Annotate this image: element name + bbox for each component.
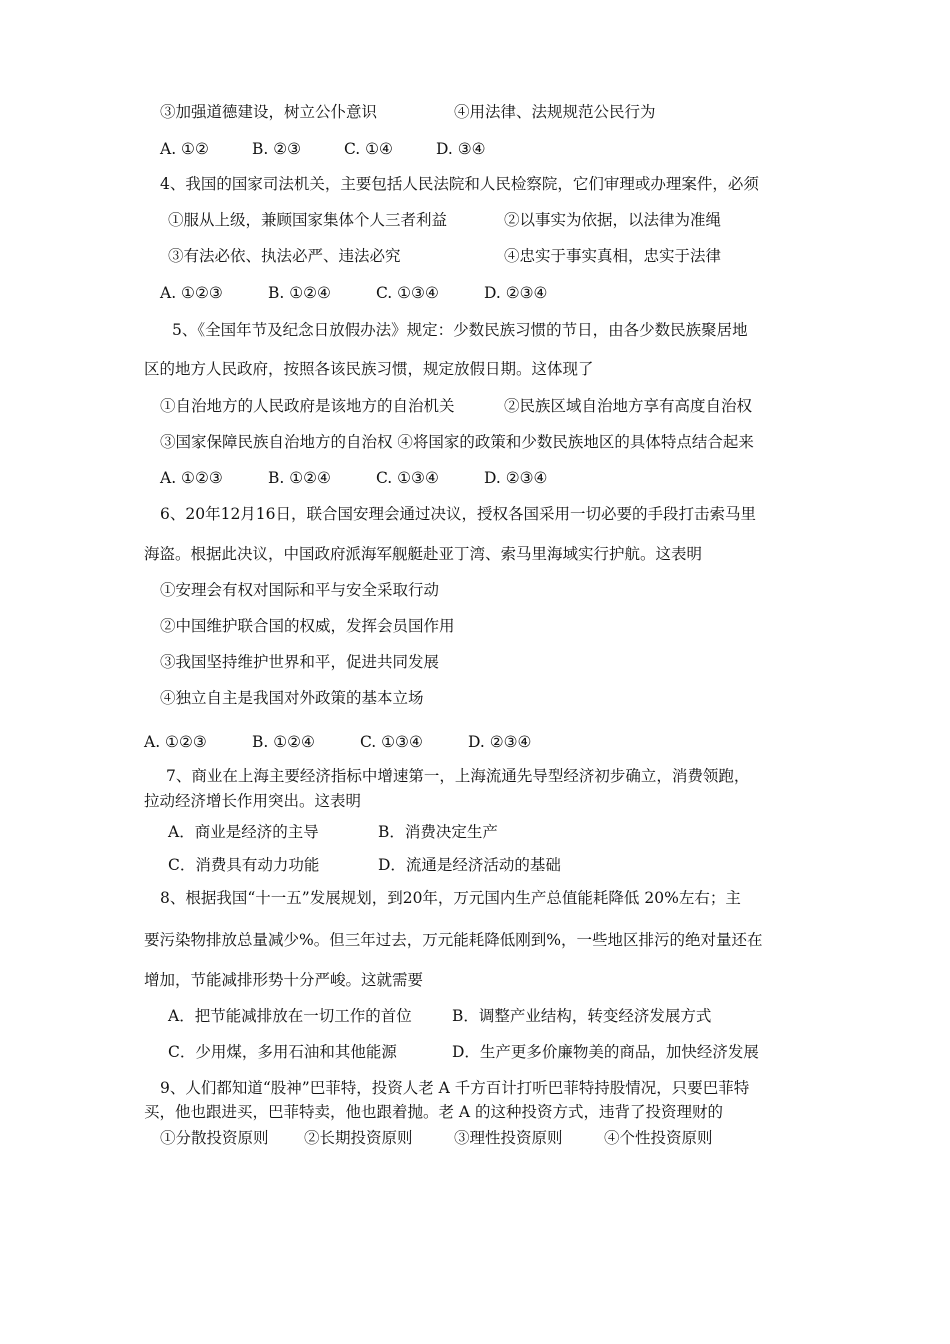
question-5-stem-line-2: 区的地方人民政府，按照各该民族习惯，规定放假日期。这体现了 — [144, 360, 594, 378]
q8-option-a: A．把节能减排放在一切工作的首位 — [168, 1007, 412, 1025]
question-4-stem: 4、我国的国家司法机关，主要包括人民法院和人民检察院，它们审理或办理案件，必须 — [160, 175, 759, 193]
q9-statement-4: ④个性投资原则 — [604, 1129, 713, 1147]
question-5-stem-line-1: 5、《全国年节及纪念日放假办法》规定：少数民族习惯的节日，由各少数民族聚居地 — [172, 321, 748, 339]
option-a: A. ①②③ — [160, 469, 223, 487]
option-c: C. ①③④ — [360, 733, 423, 751]
q4-statement-2: ②以事实为依据，以法律为准绳 — [504, 211, 722, 229]
q6-statement-2: ②中国维护联合国的权威，发挥会员国作用 — [160, 617, 455, 635]
option-a: A. ①② — [160, 140, 209, 158]
q6-statement-1: ①安理会有权对国际和平与安全采取行动 — [160, 581, 440, 599]
question-6-stem-line-1: 6、20年12月16日，联合国安理会通过决议，授权各国采用一切必要的手段打击索马里 — [160, 505, 757, 523]
option-d: D. ②③④ — [484, 469, 548, 487]
q7-option-c: C．消费具有动力功能 — [168, 856, 320, 874]
q6-answer-options — [144, 732, 531, 752]
q9-statement-1: ①分散投资原则 — [160, 1129, 269, 1147]
q4-answer-options — [160, 283, 547, 303]
q9-statements — [160, 1128, 713, 1148]
option-a: A. ①②③ — [160, 284, 223, 302]
q4-statement-1: ①服从上级，兼顾国家集体个人三者利益 — [168, 211, 448, 229]
q5-statement-2: ②民族区域自治地方享有高度自治权 — [504, 397, 753, 415]
q7-option-d: D．流通是经济活动的基础 — [378, 856, 561, 874]
q9-statement-2: ②长期投资原则 — [304, 1129, 413, 1147]
q5-answer-options — [160, 468, 547, 488]
question-9-stem-line-1: 9、人们都知道“股神”巴菲特，投资人老 A 千方百计打听巴菲特持股情况，只要巴菲特 — [160, 1079, 750, 1097]
option-c: C. ①③④ — [376, 284, 439, 302]
option-a: A. ①②③ — [144, 733, 207, 751]
q6-statement-3: ③我国坚持维护世界和平，促进共同发展 — [160, 653, 440, 671]
q5-statement-3-4: ③国家保障民族自治地方的自治权 ④将国家的政策和少数民族地区的具体特点结合起来 — [160, 433, 754, 451]
statement-3: ③加强道德建设，树立公仆意识 — [160, 103, 378, 121]
answer-options — [160, 139, 486, 159]
question-8-stem-line-3: 增加，节能减排形势十分严峻。这就需要 — [144, 971, 424, 989]
statement-4: ④用法律、法规规范公民行为 — [454, 103, 656, 121]
q7-option-b: B．消费决定生产 — [378, 823, 498, 841]
q8-option-d: D．生产更多价廉物美的商品，加快经济发展 — [452, 1043, 759, 1061]
q8-option-b: B．调整产业结构，转变经济发展方式 — [452, 1007, 712, 1025]
q6-statement-4: ④独立自主是我国对外政策的基本立场 — [160, 689, 424, 707]
option-b: B. ①②④ — [268, 469, 331, 487]
question-7-stem-line-2: 拉动经济增长作用突出。这表明 — [144, 792, 362, 810]
question-7-stem-line-1: 7、商业在上海主要经济指标中增速第一，上海流通先导型经济初步确立，消费领跑， — [166, 767, 750, 785]
q7-option-a: A．商业是经济的主导 — [168, 823, 319, 841]
question-8-stem-line-2: 要污染物排放总量减少%。但三年过去，万元能耗降低刚到%，一些地区排污的绝对量还在 — [144, 931, 763, 949]
option-b: B. ②③ — [252, 140, 302, 158]
option-c: C. ①③④ — [376, 469, 439, 487]
q9-statement-3: ③理性投资原则 — [454, 1129, 563, 1147]
option-d: D. ②③④ — [484, 284, 548, 302]
question-9-stem-line-2: 买，他也跟进买，巴菲特卖，他也跟着抛。老 A 的这种投资方式，违背了投资理财的 — [144, 1103, 724, 1121]
q8-option-c: C．少用煤，多用石油和其他能源 — [168, 1043, 397, 1061]
option-b: B. ①②④ — [252, 733, 315, 751]
option-d: D. ③④ — [436, 140, 486, 158]
q4-statement-4: ④忠实于事实真相，忠实于法律 — [504, 247, 722, 265]
option-b: B. ①②④ — [268, 284, 331, 302]
option-d: D. ②③④ — [468, 733, 532, 751]
question-8-stem-line-1: 8、根据我国“十一五”发展规划，到20年，万元国内生产总值能耗降低 20%左右；主 — [160, 889, 741, 907]
q4-statement-3: ③有法必依、执法必严、违法必究 — [168, 247, 401, 265]
option-c: C. ①④ — [344, 140, 393, 158]
question-6-stem-line-2: 海盗。根据此决议，中国政府派海军舰艇赴亚丁湾、索马里海域实行护航。这表明 — [144, 545, 703, 563]
q5-statement-1: ①自治地方的人民政府是该地方的自治机关 — [160, 397, 455, 415]
